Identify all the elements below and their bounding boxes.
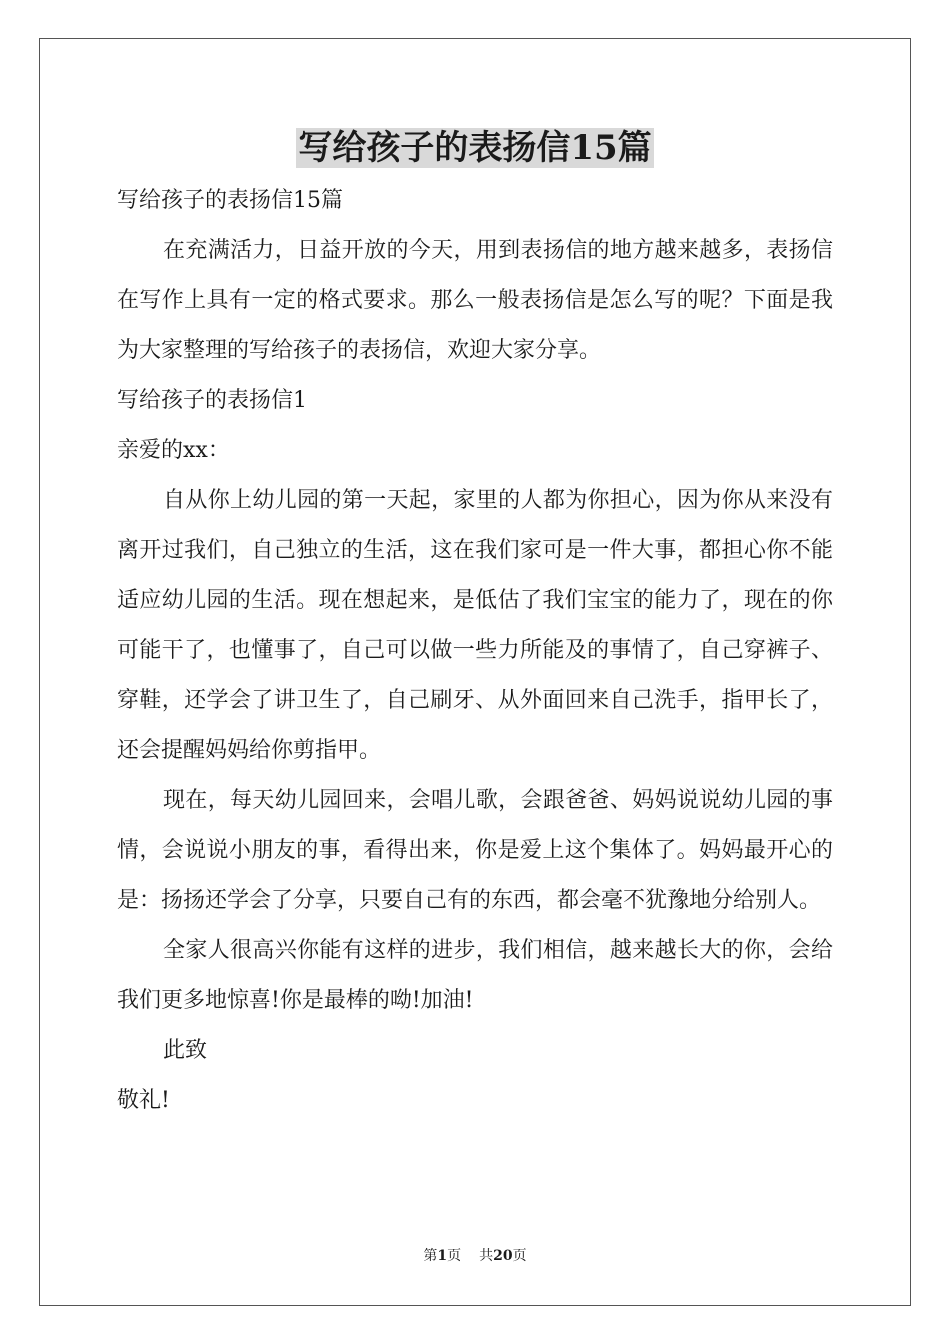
letter-closing: 此致 [163, 1038, 208, 1063]
page-footer [0, 1246, 950, 1266]
paragraph-subtitle: 写给孩子的表扬信15篇 [117, 188, 343, 213]
paragraph-intro: 在充满活力，日益开放的今天，用到表扬信的地方越来越多，表扬信在写作上具有一定的格式要求。那么一般表扬信是怎么写的呢？下面是我为大家整理的写给孩子的表扬信，欢迎大家分享。 [117, 238, 833, 363]
footer-page-number: 1 [437, 1248, 448, 1264]
footer-total-prefix: 共 [479, 1248, 494, 1264]
document-title-text: 写给孩子的表扬信15篇 [298, 128, 652, 168]
document-title [0, 124, 950, 172]
document-body [117, 176, 833, 1126]
footer-page-prefix: 第 [423, 1248, 438, 1264]
letter-paragraph-3: 全家人很高兴你能有这样的进步，我们相信，越来越长大的你，会给我们更多地惊喜!你是最棒的呦!加油! [117, 938, 833, 1013]
letter-paragraph-1: 自从你上幼儿园的第一天起，家里的人都为你担心，因为你从来没有离开过我们，自己独立的生活，这在我们家可是一件大事，都担心你不能适应幼儿园的生活。现在想起来，是低估了我们宝宝的能力了，现在的你可能干了，也懂事了，自己可以做一些力所能及的事情了，自己穿裤子、穿鞋，还学会了讲卫生了，自己刷牙、从外面回来自己洗手，指甲长了，还会提醒妈妈给你剪指甲。 [117, 488, 833, 763]
letter-salutation: 亲爱的xx： [117, 438, 230, 463]
letter-salute: 敬礼! [117, 1088, 170, 1113]
letter-heading: 写给孩子的表扬信1 [117, 388, 307, 413]
letter-paragraph-2: 现在，每天幼儿园回来，会唱儿歌，会跟爸爸、妈妈说说幼儿园的事情，会说说小朋友的事，看得出来，你是爱上这个集体了。妈妈最开心的是：扬扬还学会了分享，只要自己有的东西，都会毫不犹豫地分给别人。 [117, 788, 833, 913]
footer-total-pages: 20 [493, 1248, 513, 1264]
footer-total-suffix: 页 [512, 1248, 527, 1264]
footer-page-suffix: 页 [447, 1248, 462, 1264]
